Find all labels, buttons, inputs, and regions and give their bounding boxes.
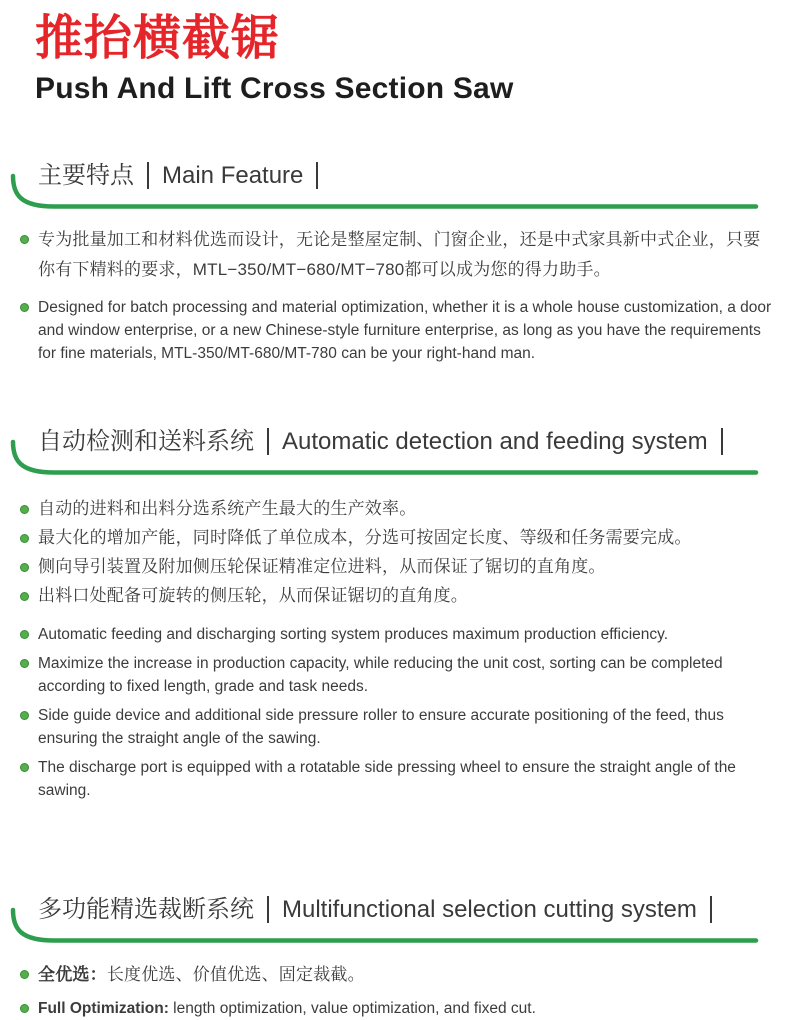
bullet-item [20, 623, 774, 646]
bullet-item [20, 225, 774, 285]
bullet-dot-icon [20, 235, 29, 244]
bullet-text: 长度优选、价值优选、固定裁截。 [106, 964, 365, 984]
section-heading-chinese: 自动检测和送料系统 [38, 427, 254, 455]
bullet-item [20, 296, 774, 365]
bullet-item [20, 524, 774, 552]
section-heading-english: Multifunctional selection cutting system [282, 895, 697, 923]
section-heading-english: Main Feature [162, 161, 304, 189]
bullet-dot-icon [20, 505, 29, 514]
bullet-dot-icon [20, 563, 29, 572]
bullet-prefix-bold: 全优选： [38, 964, 107, 984]
bullet-dot-icon [20, 711, 29, 720]
bullet-item [20, 652, 774, 698]
bullet-dot-icon [20, 630, 29, 639]
bullet-text: Automatic feeding and discharging sorting system produces maximum production efficiency. [38, 625, 669, 643]
bullet-list-chinese [0, 495, 804, 610]
bullet-text: 出料口处配备可旋转的侧压轮，从而保证锯切的直角度。 [38, 585, 468, 605]
bullet-dot-icon [20, 592, 29, 601]
bullet-list-english [0, 296, 804, 365]
bullet-text: The discharge port is equipped with a rotatable side pressing wheel to ensure the straight angle of the sawing. [38, 758, 736, 799]
bullet-dot-icon [20, 763, 29, 772]
bullet-text: 专为批量加工和材料优选而设计，无论是整屋定制、门窗企业，还是中式家具新中式企业，只要你有下精料的要求，MTL−350/MT−680/MT−780都可以成为您的得力助手。 [38, 229, 761, 279]
bullet-dot-icon [20, 659, 29, 668]
content-section [0, 896, 804, 1020]
bullet-item [20, 997, 774, 1020]
section-heading-english: Automatic detection and feeding system [282, 427, 708, 455]
page-header [0, 0, 804, 105]
section-header [0, 428, 804, 479]
section-heading-chinese: 多功能精选裁断系统 [38, 895, 254, 923]
bullet-dot-icon [20, 534, 29, 543]
bullet-item [20, 582, 774, 610]
page-title-english: Push And Lift Cross Section Saw [35, 71, 514, 105]
content-section [0, 162, 804, 365]
bullet-prefix-bold: Full Optimization: [38, 999, 169, 1017]
bullet-list-english [0, 997, 804, 1020]
bullet-dot-icon [20, 1004, 29, 1013]
bullet-text: length optimization, value optimization, and fixed cut. [168, 999, 536, 1017]
bullet-item [20, 704, 774, 750]
green-swoosh-underline-icon [8, 173, 760, 213]
bullet-dot-icon [20, 970, 29, 979]
section-header [0, 896, 804, 947]
bullet-list-chinese [0, 960, 804, 990]
bullet-list-chinese [0, 225, 804, 285]
sections-container [0, 162, 804, 1020]
bullet-text: Maximize the increase in production capacity, while reducing the unit cost, sorting can be completed according to fixed length, grade and task needs. [38, 654, 723, 695]
section-header [0, 162, 804, 213]
bullet-list-english [0, 623, 804, 802]
bullet-text: Side guide device and additional side pressure roller to ensure accurate positioning of the feed, thus ensuring the straight angle of the sawing. [38, 706, 724, 747]
page-title-chinese: 推抬横截锯 [35, 12, 281, 65]
bullet-dot-icon [20, 303, 29, 312]
bullet-item [20, 960, 774, 990]
content-section [0, 428, 804, 802]
green-swoosh-underline-icon [8, 907, 760, 947]
green-swoosh-underline-icon [8, 439, 760, 479]
bullet-item [20, 495, 774, 523]
bullet-text: 侧向导引装置及附加侧压轮保证精准定位进料，从而保证了锯切的直角度。 [38, 556, 606, 576]
section-heading-chinese: 主要特点 [38, 161, 134, 189]
bullet-text: Designed for batch processing and material optimization, whether it is a whole house customization, a door and window enterprise, or a new Chinese-style furniture enterprise, as long as you have the requirements for fine materials, MTL-350/MT-680/MT-780 can be your right-hand man. [38, 298, 772, 362]
bullet-text: 自动的进料和出料分选系统产生最大的生产效率。 [38, 498, 417, 518]
bullet-item [20, 756, 774, 802]
bullet-item [20, 553, 774, 581]
bullet-text: 最大化的增加产能，同时降低了单位成本，分选可按固定长度、等级和任务需要完成。 [38, 527, 692, 547]
